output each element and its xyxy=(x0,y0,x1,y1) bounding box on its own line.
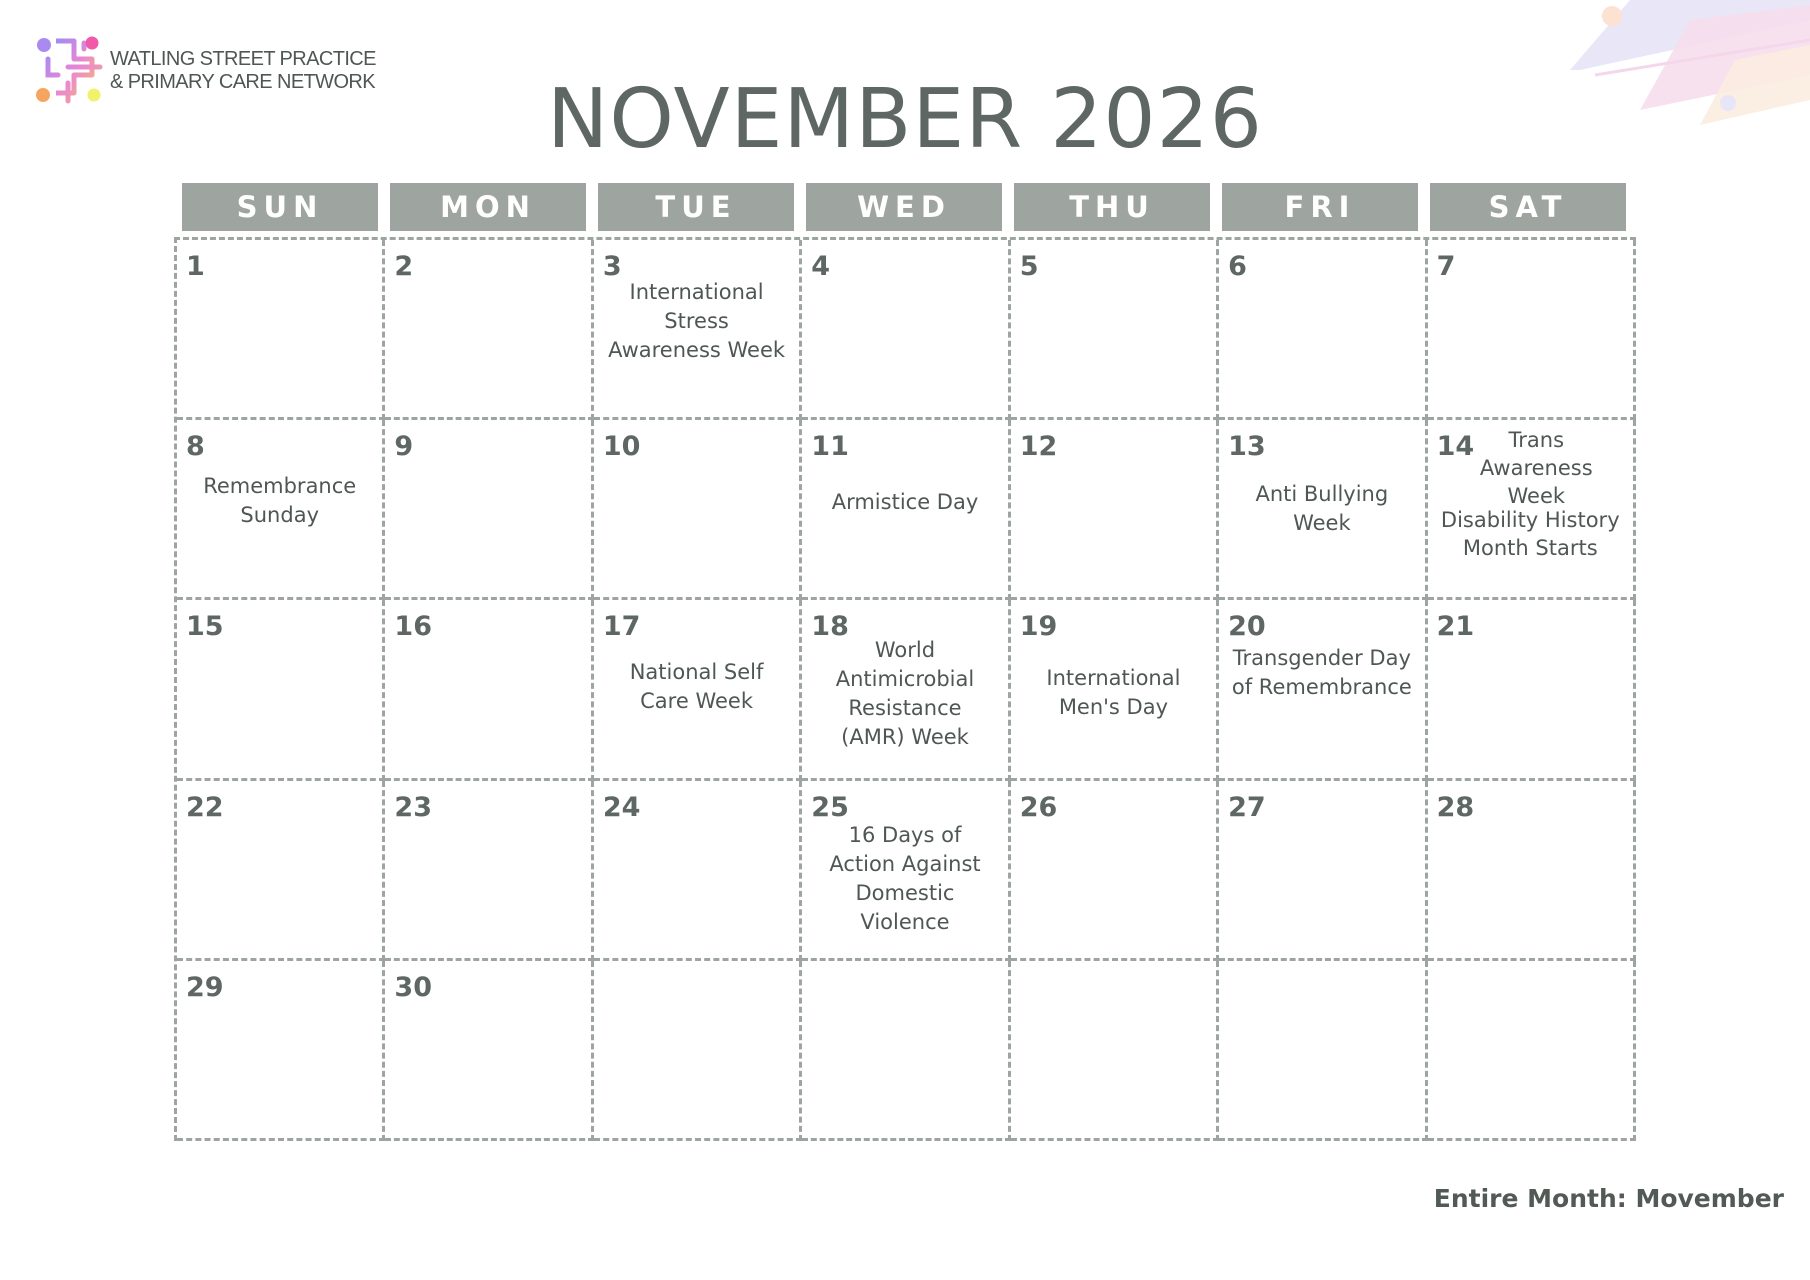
day-cell xyxy=(177,961,385,1141)
event-label: National Self Care Week xyxy=(629,660,764,714)
day-number: 7 xyxy=(1436,251,1456,282)
day-number: 18 xyxy=(811,611,849,643)
day-cell xyxy=(594,420,802,600)
weekday-header-wed: WED xyxy=(806,183,1002,231)
day-cell xyxy=(385,961,593,1141)
event-label: Transgender Day of Remembrance xyxy=(1231,646,1412,700)
day-number: 4 xyxy=(811,251,831,282)
day-number: 21 xyxy=(1436,611,1475,643)
weekday-header-sun: SUN xyxy=(182,183,378,231)
day-cell xyxy=(1428,781,1636,961)
day-cell xyxy=(177,240,385,420)
day-number: 8 xyxy=(186,431,205,463)
event-label: Anti Bullying Week xyxy=(1255,482,1389,536)
day-cell xyxy=(1428,420,1636,600)
day-cell xyxy=(1219,600,1427,780)
day-cell xyxy=(385,240,593,420)
day-cell xyxy=(1011,781,1219,961)
day-number: 29 xyxy=(186,971,224,1003)
day-cell xyxy=(385,600,593,780)
day-cell xyxy=(1011,600,1219,780)
day-cell xyxy=(177,600,385,780)
day-cell xyxy=(1428,600,1636,780)
day-number: 12 xyxy=(1019,431,1058,463)
day-cell xyxy=(802,781,1010,961)
event-label: Remembrance Sunday xyxy=(203,474,357,528)
event-label: International Stress Awareness Week xyxy=(608,280,786,362)
day-number: 27 xyxy=(1228,791,1266,823)
day-cell xyxy=(1219,240,1427,420)
day-number: 19 xyxy=(1019,611,1058,643)
day-cell-empty xyxy=(1219,961,1427,1141)
day-number: 11 xyxy=(811,431,849,463)
day-number: 1 xyxy=(186,251,205,282)
day-number: 20 xyxy=(1228,611,1266,643)
day-cell xyxy=(594,240,802,420)
day-cell-empty xyxy=(594,961,802,1141)
month-long-campaign-note: Entire Month: Movember xyxy=(1433,1184,1784,1213)
day-number: 17 xyxy=(602,611,641,643)
day-cell xyxy=(1011,420,1219,600)
day-number: 6 xyxy=(1228,251,1247,282)
event-label: 16 Days of Action Against Domestic Violence xyxy=(829,822,981,934)
day-number: 3 xyxy=(602,251,622,282)
day-cell xyxy=(385,781,593,961)
day-cell xyxy=(1428,240,1636,420)
day-number: 10 xyxy=(602,431,641,463)
day-cell xyxy=(385,420,593,600)
weekday-header-tue: TUE xyxy=(598,183,794,231)
weekday-header-thu: THU xyxy=(1014,183,1210,231)
calendar-grid xyxy=(174,237,1636,1141)
weekday-header-fri: FRI xyxy=(1222,183,1418,231)
day-cell-empty xyxy=(1011,961,1219,1141)
day-number: 25 xyxy=(811,791,849,823)
day-number: 23 xyxy=(394,791,432,823)
weekday-header-row xyxy=(182,183,1626,231)
day-number: 2 xyxy=(394,251,414,282)
day-cell xyxy=(1219,781,1427,961)
event-label: Disability History Month Starts xyxy=(1440,508,1620,561)
day-cell xyxy=(802,600,1010,780)
day-number: 14 xyxy=(1436,431,1475,463)
day-number: 13 xyxy=(1228,431,1266,463)
event-label: World Antimicrobial Resistance (AMR) Week xyxy=(835,638,975,750)
day-cell xyxy=(594,600,802,780)
day-cell xyxy=(802,420,1010,600)
practice-name-line1: WATLING STREET PRACTICE xyxy=(110,48,376,70)
weekday-header-sat: SAT xyxy=(1430,183,1626,231)
day-cell xyxy=(177,781,385,961)
day-number: 28 xyxy=(1436,791,1475,823)
day-cell-empty xyxy=(1428,961,1636,1141)
day-cell-empty xyxy=(802,961,1010,1141)
weekday-header-mon: MON xyxy=(390,183,586,231)
day-number: 26 xyxy=(1019,791,1058,823)
day-cell xyxy=(594,781,802,961)
day-number: 24 xyxy=(602,791,641,823)
practice-name-line2: & PRIMARY CARE NETWORK xyxy=(110,71,375,93)
day-cell xyxy=(1011,240,1219,420)
day-number: 22 xyxy=(186,791,224,823)
day-cell xyxy=(1219,420,1427,600)
month-title: NOVEMBER 2026 xyxy=(547,72,1263,167)
day-number: 15 xyxy=(186,611,224,643)
day-number: 5 xyxy=(1019,251,1039,282)
event-label: International Men's Day xyxy=(1046,666,1181,720)
day-number: 16 xyxy=(394,611,432,643)
day-number: 9 xyxy=(394,431,414,463)
day-number: 30 xyxy=(394,971,432,1003)
day-cell xyxy=(802,240,1010,420)
event-label: Trans Awareness Week xyxy=(1479,428,1593,509)
day-cell xyxy=(177,420,385,600)
event-label: Armistice Day xyxy=(831,490,979,515)
